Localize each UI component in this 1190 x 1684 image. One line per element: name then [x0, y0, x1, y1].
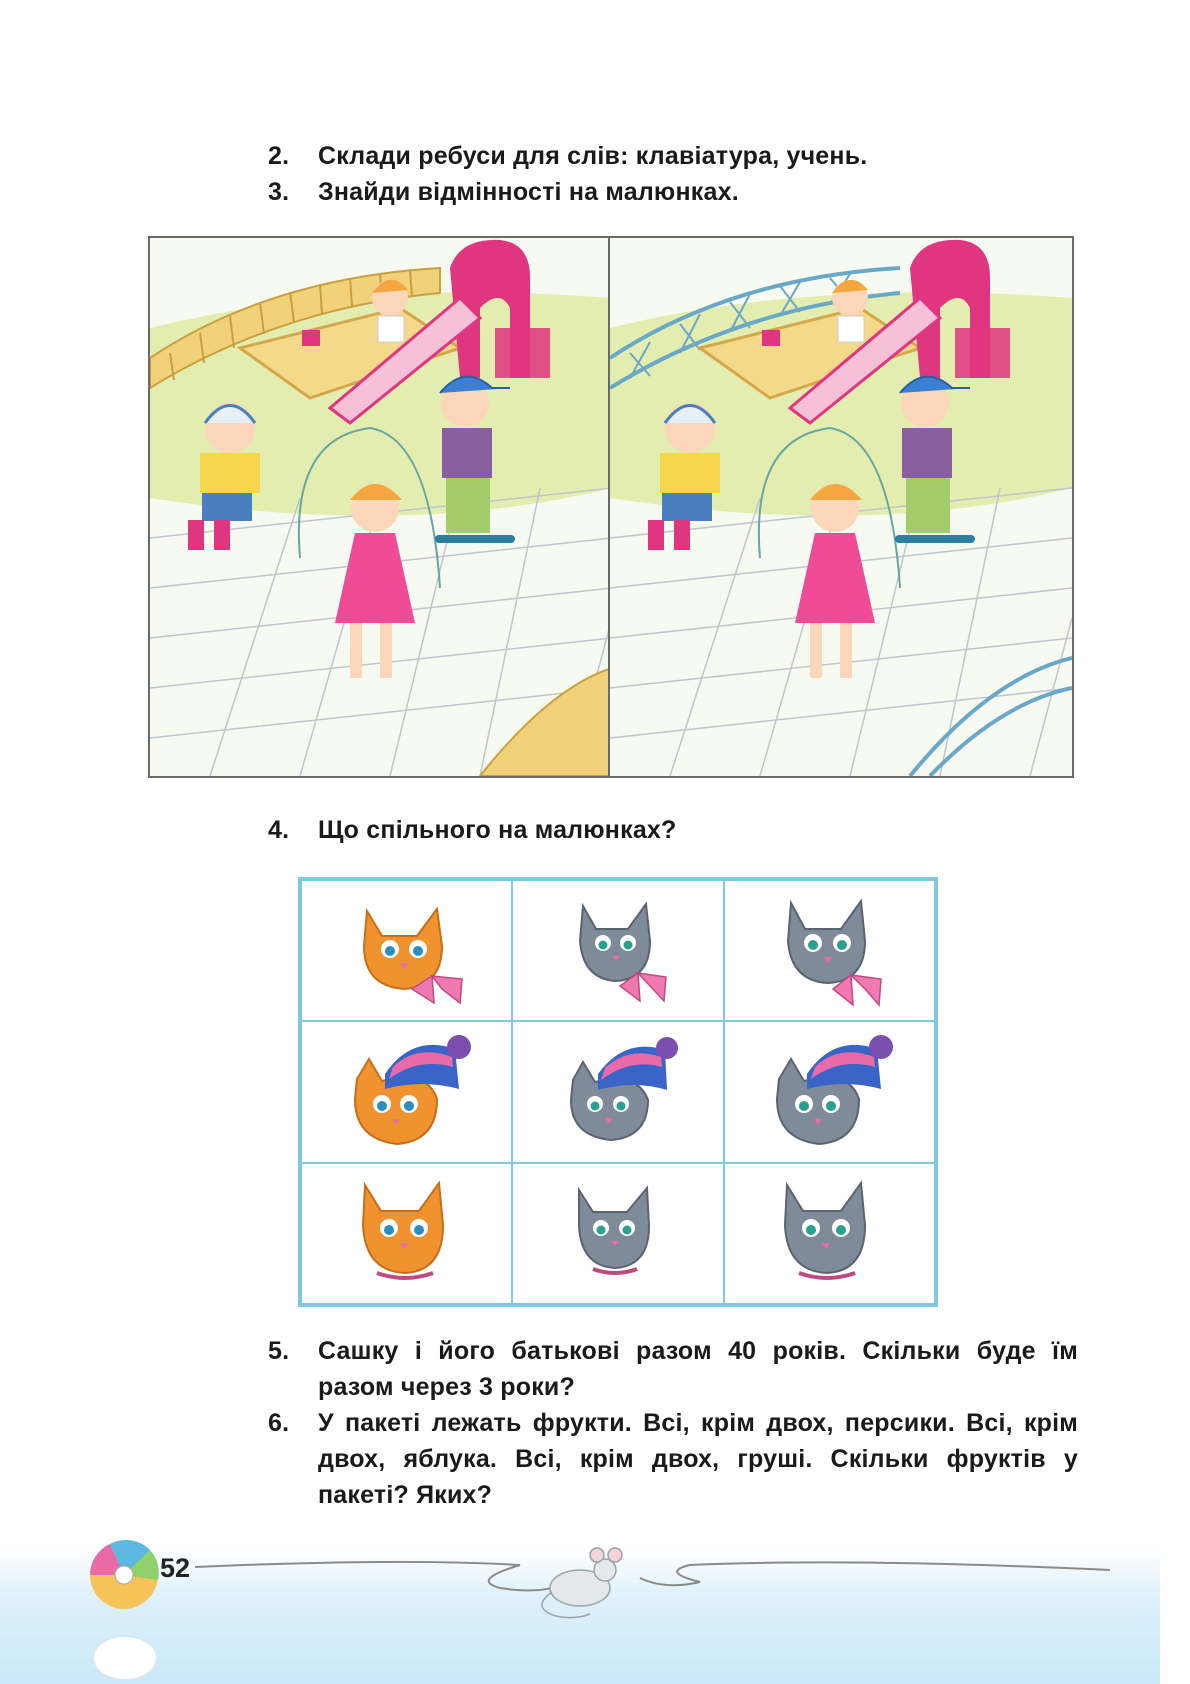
grey-cat-icon: [769, 1173, 889, 1293]
cat-cell: [301, 1021, 512, 1162]
task-4: [268, 812, 1078, 848]
task-text: Склади ребуси для слів: клавіатура, учень.: [318, 142, 868, 170]
task-number: 3.: [268, 178, 290, 206]
task-6: [268, 1405, 1078, 1513]
cat-cell: [724, 880, 935, 1021]
task-number: 4.: [268, 816, 290, 844]
grey-cat-bow-icon: [769, 891, 889, 1011]
mouse-icon: [542, 1548, 622, 1618]
cat-cell: [512, 1021, 723, 1162]
grey-cat-bow-icon: [558, 891, 678, 1011]
task-text: Знайди відмінності на малюнках.: [318, 178, 739, 206]
orange-cat-icon: [347, 1173, 467, 1293]
task-number: 6.: [268, 1409, 290, 1437]
cat-cell: [724, 1021, 935, 1162]
grey-cat-hat-icon: [553, 1032, 683, 1152]
cat-cell: [301, 1163, 512, 1304]
task-number: 5.: [268, 1337, 290, 1365]
playground-scene-variant-icon: [610, 238, 1072, 776]
task-text: Що спільного на малюнках?: [318, 816, 677, 844]
cat-cell: [301, 880, 512, 1021]
orange-cat-hat-icon: [337, 1029, 477, 1154]
playground-scene-left: [148, 236, 614, 778]
task-text: Сашку і його батькові разом 40 років. Скільки буде їм разом через 3 роки?: [318, 1337, 1078, 1401]
task-number: 2.: [268, 142, 290, 170]
cd-disc-icon: [90, 1540, 159, 1680]
cat-cell: [512, 1163, 723, 1304]
orange-cat-bow-icon: [342, 891, 472, 1011]
task-5: [268, 1333, 1078, 1405]
playground-scene-right: [608, 236, 1074, 778]
grey-cat-icon: [563, 1178, 673, 1288]
task-2: [268, 138, 1078, 174]
grey-cat-hat-icon: [759, 1029, 899, 1154]
cat-cell: [512, 880, 723, 1021]
task-text: У пакеті лежать фрукти. Всі, крім двох, персики. Всі, крім двох, яблука. Всі, крім двох, груші. Скільки фруктів у пакеті? Яких?: [318, 1409, 1078, 1509]
playground-scene-icon: [150, 238, 612, 776]
cat-grid: [298, 877, 938, 1307]
task-3: [268, 174, 1078, 210]
page-number: 52: [160, 1553, 191, 1583]
cat-cell: [724, 1163, 935, 1304]
